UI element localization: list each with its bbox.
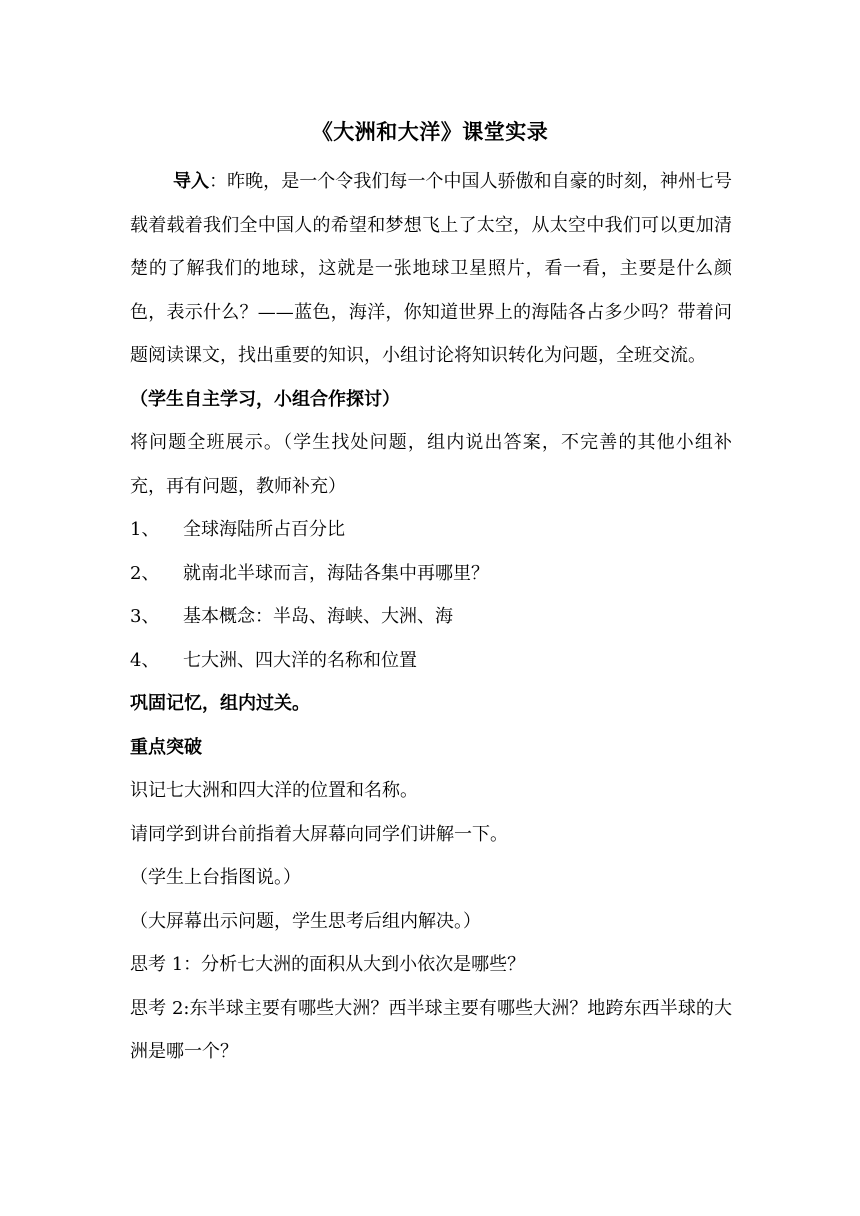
question-item-1 <box>130 508 732 552</box>
question-text: 就南北半球而言，海陆各集中再哪里？ <box>183 562 489 584</box>
section-self-study: （学生自主学习，小组合作探讨） <box>130 388 400 410</box>
key-points-heading: 重点突破 <box>130 736 202 758</box>
document-body <box>130 160 732 1074</box>
question-item-3 <box>130 595 732 639</box>
question-text: 七大洲、四大洋的名称和位置 <box>183 649 417 671</box>
intro-paragraph <box>130 160 732 378</box>
note-1: （学生上台指图说。） <box>130 867 301 888</box>
question-text: 全球海陆所占百分比 <box>183 519 345 540</box>
intro-label: 导入 <box>173 171 210 192</box>
key-point-2: 请同学到讲台前指着大屏幕向同学们讲解一下。 <box>130 823 508 845</box>
think-1: 思考 1：分析七大洲的面积从大到小依次是哪些？ <box>130 954 526 975</box>
consolidate-heading: 巩固记忆，组内过关。 <box>130 693 310 714</box>
question-number: 4、 <box>130 649 160 671</box>
intro-text: ：昨晚，是一个令我们每一个中国人骄傲和自豪的时刻，神州七号载着载着我们全中国人的希望和梦想飞上了太空，从太空中我们可以更加清楚的了解我们的地球，这就是一张地球卫星照片，看一看，主要是什么颜色，表示什么？——蓝色，海洋，你知道世界上的海陆各占多少吗？带着问题阅读课文，找出重要的知识，小组讨论将知识转化为问题，全班交流。 <box>130 171 733 366</box>
note-2: （大屏幕出示问题，学生思考后组内解决。） <box>130 910 481 932</box>
display-instruction: 将问题全班展示。（学生找处问题，组内说出答案，不完善的其他小组补充，再有问题，教师补充） <box>130 432 732 497</box>
question-item-4 <box>130 639 732 683</box>
question-number: 3、 <box>130 606 160 627</box>
question-number: 2、 <box>130 562 160 584</box>
question-text: 基本概念：半岛、海峡、大洲、海 <box>183 606 453 627</box>
key-point-1: 识记七大洲和四大洋的位置和名称。 <box>130 780 418 801</box>
think-2: 思考 2:东半球主要有哪些大洲？西半球主要有哪些大洲？地跨东西半球的大洲是哪一个？ <box>130 997 732 1062</box>
question-item-2 <box>130 552 732 596</box>
question-number: 1、 <box>130 519 160 540</box>
document-title: 《大洲和大洋》课堂实录 <box>311 119 549 144</box>
